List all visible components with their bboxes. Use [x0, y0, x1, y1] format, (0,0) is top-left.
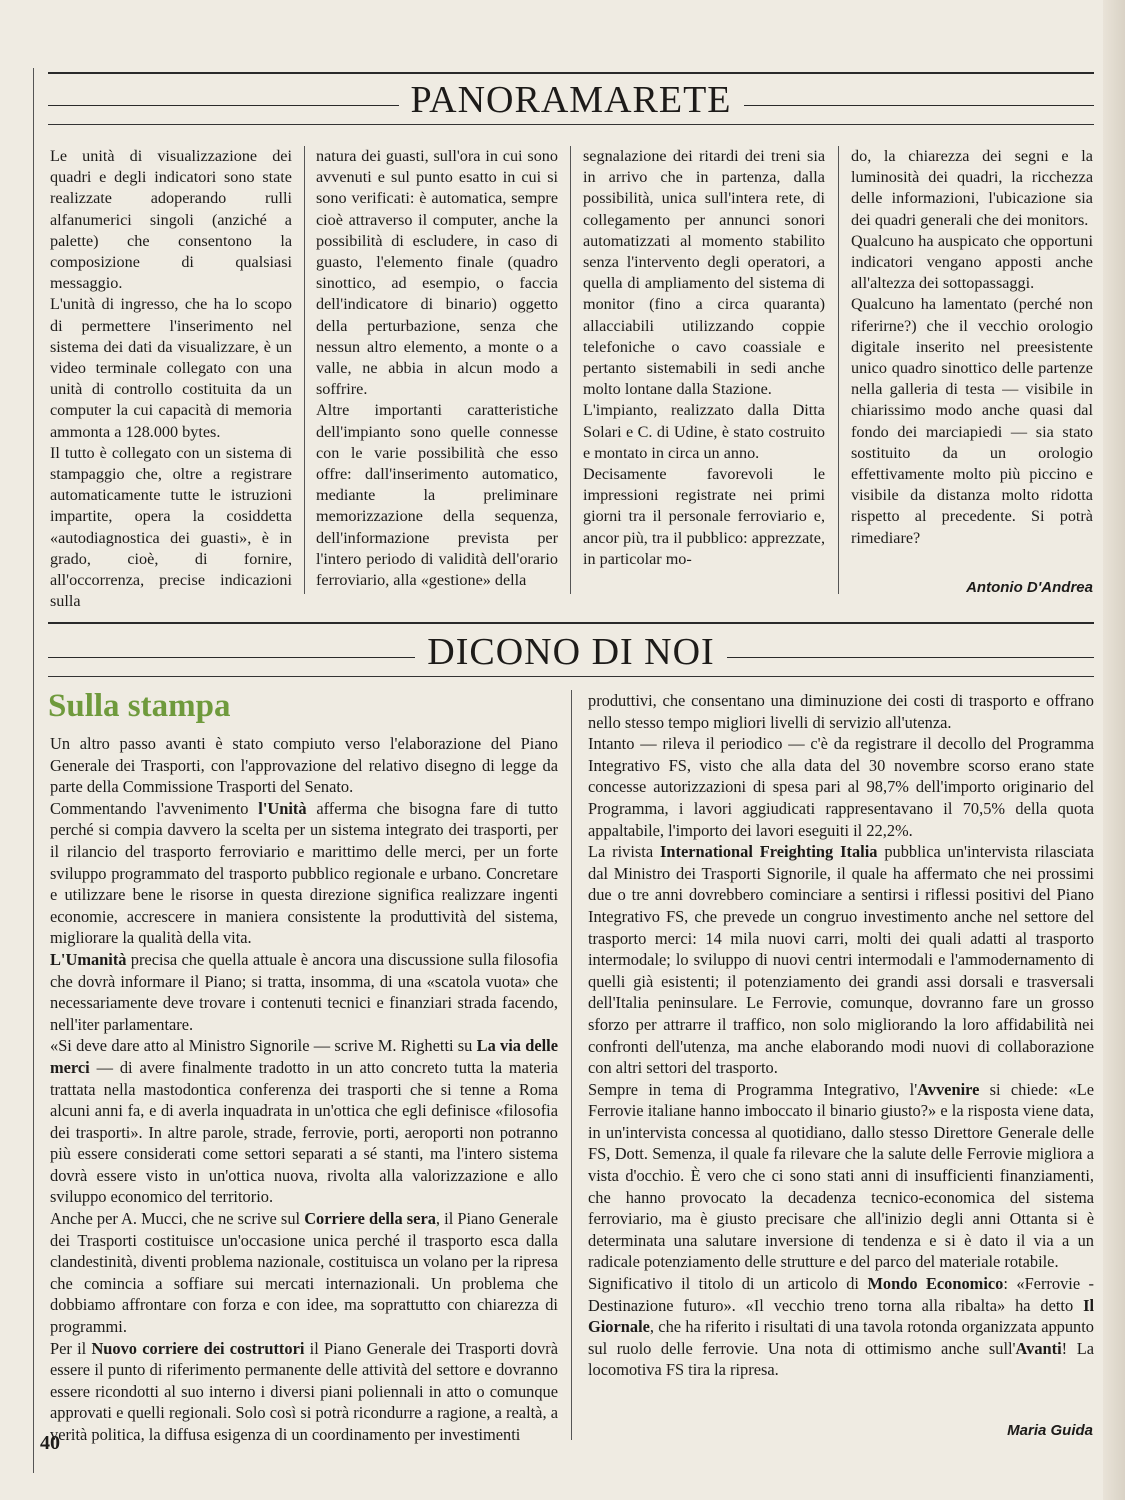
paragraph: Qualcuno ha auspicato che opportuni indicatori vengano apposti anche all'altezza dei sottopassaggi.: [851, 231, 1093, 293]
paragraph: Altre importanti caratteristiche dell'impianto sono quelle connesse con le varie possibilità che esso offre: dall'inserimento automatico, mediante la preliminare memorizzazione della sequenza, dell'informazione prevista per l'intero periodo di validità dell'orario ferroviario, alla «gestione» della: [316, 401, 558, 590]
section-title: DICONO DI NOI: [427, 631, 715, 673]
paragraph: Qualcuno ha lamentato (perché non riferirne?) che il vecchio orologio digitale inserito nel preesistente unico quadro sinottico delle partenze nella galleria di testa — visibile in chiarissimo modo anche quasi dal fondo dei marciapiedi — sia stato sostituito da un orologio effettivamente molto più piccino e visibile da distanza molto ridotta rispetto al precedente. Si potrà rimediare?: [851, 295, 1093, 547]
paragraph: L'Umanità precisa che quella attuale è ancora una discussione sulla filosofia che dovrà informare il Piano; si tratta, insomma, di una «scatola vuota» che necessariamente deve trovare i contenuti tecnici e finanziari strada facendo, nell'iter parlamentare.: [50, 949, 558, 1034]
publication-name: International Freighting Italia: [660, 842, 878, 862]
paragraph: La rivista International Freighting Italia pubblica un'intervista rilasciata dal Ministro dei Trasporti Signorile, il quale ha affermato che nei prossimi due o tre anni dovrebbero cominciare a sentirsi i riflessi positivi del Piano Integrativo FS, che prevede un congruo investimento anche nel settore del trasporto merci: 14 mila nuovi carri, molti dei quali adatti al trasporto intermodale; lo sviluppo di nuovi centri intermodali e l'ammodernamento di quelli già esistenti; il potenziamento dei grandi assi dorsali e trasversali dell'Italia peninsulare. Le Ferrovie, comunque, dovranno fare un grosso sforzo per attrarre il traffico, non solo migliorando la loro affidabilità nei confronti dell'utenza, ma anche elaborando modi nuovi di collaborazione con altri settori del trasporto.: [588, 842, 1095, 1078]
column-separator: [570, 146, 571, 594]
column-separator: [304, 146, 305, 594]
section-header-dicono-di-noi: [48, 632, 1094, 672]
article-column-3: [583, 146, 825, 570]
article-right-column: [588, 690, 1094, 1381]
author-signature: Antonio D'Andrea: [966, 579, 1093, 596]
publication-name: Mondo Economico: [867, 1274, 1004, 1294]
subheading: Sulla stampa: [48, 688, 231, 724]
column-separator: [838, 146, 839, 594]
top-rule: [48, 72, 1094, 74]
article-column-4: [851, 146, 1093, 549]
article-column-2: [316, 146, 558, 591]
header-underline: [48, 124, 1094, 125]
paragraph: Le unità di visualizzazione dei quadri e degli indicatori sono state realizzate adoperando rulli alfanumerici singoli (anziché a palette) che consentono la composizione di qualsiasi messaggio.: [50, 147, 292, 293]
column-separator: [571, 690, 572, 1440]
paragraph: Il tutto è collegato con un sistema di stampaggio che, oltre a registrare automaticamente tutte le istruzioni impartite, opera la cosiddetta «autodiagnostica dei guasti», è in grado, cioè, di fornire, all'occorrenza, precise indicazioni sulla: [50, 443, 292, 611]
paragraph: L'impianto, realizzato dalla Ditta Solari e C. di Udine, è stato costruito e montato in circa un anno.: [583, 401, 825, 462]
publication-name: Il Giornale: [588, 1295, 1094, 1337]
publication-name: L'Umanità: [50, 949, 127, 969]
author-signature: Maria Guida: [1007, 1422, 1093, 1439]
section-header-panoramarete: [48, 80, 1094, 120]
publication-name: Nuovo corriere dei costruttori: [91, 1338, 305, 1358]
paragraph: do, la chiarezza dei segni e la luminosità dei quadri, la ricchezza delle informazioni, l'ubicazione sia dei quadri generali che dei monitors.: [851, 147, 1093, 229]
paragraph: Intanto — rileva il periodico — c'è da registrare il decollo del Programma Integrativo FS, visto che alla data del 30 novembre scorso erano state concesse autorizzazioni di spesa pari al 98,7% dell'importo originario del Programma, i lavori aggiudicati rappresentavano il 70,5% della quota appaltabile, l'importo dei lavori eseguiti il 22,2%.: [588, 734, 1094, 840]
publication-name: La via delle merci: [50, 1036, 558, 1077]
page-number: 40: [40, 1432, 60, 1454]
page-gutter-shadow: [1103, 0, 1125, 1500]
header-underline: [48, 676, 1094, 677]
paragraph: Sempre in tema di Programma Integrativo, l'Avvenire si chiede: «Le Ferrovie italiane hanno imboccato il binario giusto?» e la risposta viene data, in un'intervista concessa al quotidiano, dallo stesso Direttore Generale delle FS, Dott. Semenza, il quale fa rilevare che la salute delle Ferrovie migliora a vista d'occhio. È vero che ci sono stati anni di insufficienti finanziamenti, che hanno provocato la decadenza tecnico-economica del sistema ferroviario, ma è giusto precisare che all'inizio degli anni Ottanta si è determinata una salutare inversione di tendenza e si è dato il via a un radicale potenziamento delle strutture e del parco del materiale rotabile.: [588, 1079, 1095, 1272]
article-left-column: [50, 733, 558, 1446]
paragraph: Significativo il titolo di un articolo di Mondo Economico: «Ferrovie - Destinazione futuro». «Il vecchio treno torna alla ribalta» ha detto Il Giornale, che ha riferito i risultati di una tavola rotonda organizzata appunto sul ruolo delle ferrovie. Una nota di ottimismo anche sull'Avanti! La locomotiva FS tira la ripresa.: [588, 1274, 1094, 1380]
paragraph: Decisamente favorevoli le impressioni registrate nei primi giorni tra il personale ferroviario e, ancor più, tra il pubblico: apprezzate, in particolar mo-: [583, 465, 825, 568]
paragraph: Per il Nuovo corriere dei costruttori il Piano Generale dei Trasporti dovrà essere il punto di riferimento permanente delle attività del settore e dovranno essere ricondotti al suo interno i diversi piani poliennali in atto o comunque approvati e quelli regionali. Solo così si potrà ricondurre a ragione, a realtà, a verità politica, la diffusa esigenza di un coordinamento per investimenti: [50, 1338, 558, 1444]
paragraph: segnalazione dei ritardi dei treni sia in arrivo che in partenza, dalla possibilità, unica sull'intera rete, di collegamento per annunci sonori automatizzati al momento stabilito senza l'intervento degli operatori, a quella di ampliamento del sistema di monitor (fino a circa quaranta) allacciabili utilizzando coppie telefoniche o cavo coassiale e pertanto sistemabili in sedi anche molto lontane dalla Stazione.: [583, 147, 825, 399]
page-left-edge: [33, 68, 34, 1473]
paragraph: L'unità di ingresso, che ha lo scopo di permettere l'inserimento nel sistema dei dati da visualizzare, è un video terminale collegato con una unità di controllo costituita da un computer la cui capacità di memoria ammonta a 128.000 bytes.: [50, 295, 292, 441]
publication-name: Avanti: [1015, 1338, 1062, 1358]
article-column-1: [50, 146, 292, 612]
section-title: PANORAMARETE: [410, 79, 732, 121]
paragraph: Commentando l'avvenimento l'Unità afferma che bisogna fare di tutto perché si compia davvero la scelta per un sistema integrato dei trasporti, per il rilancio del trasporto ferroviario e marittimo delle merci, per un forte sviluppo programmato del trasporto pubblico regionale e urbano. Concretare e utilizzare bene le risorse in questa direzione significa realizzare ingenti economie, accrescere in maniera consistente la produttività del sistema, migliorare la qualità della vita.: [50, 798, 558, 948]
publication-name: l'Unità: [258, 798, 307, 818]
paragraph: Anche per A. Mucci, che ne scrive sul Corriere della sera, il Piano Generale dei Trasporti costituisce un'occasione unica perché il trasporto esca dalla clandestinità, diventi problema nazionale, costituisca un volano per la ripresa che comincia a soffiare sui mercati internazionali. Un problema che dobbiamo affrontare con forza e con idee, ma soprattutto con chiarezza di programmi.: [50, 1209, 558, 1337]
middle-rule: [48, 622, 1094, 624]
paragraph: natura dei guasti, sull'ora in cui sono avvenuti e sul punto esatto in cui si sono verificati: è automatica, sempre cioè attraverso il computer, anche la possibilità di escludere, in caso di guasto, l'elemento finale (quadro sinottico, ad esempio, o faccia dell'indicatore di binario) oggetto della perturbazione, senza che nessun altro elemento, a monte o a valle, ne abbia in alcun modo a soffrire.: [316, 147, 558, 399]
paragraph: Un altro passo avanti è stato compiuto verso l'elaborazione del Piano Generale dei Trasporti, con l'approvazione del relativo disegno di legge da parte della Commissione Trasporti del Senato.: [50, 734, 558, 797]
paragraph: «Si deve dare atto al Ministro Signorile — scrive M. Righetti su La via delle merci — di avere finalmente tradotto in un atto concreto tutta la materia trattata nella mastodontica conferenza dei trasporti che si tenne a Roma alcuni anni fa, e di averla inquadrata in un'ottica che egli definisce «filosofia dei trasporti». In altre parole, strade, ferrovie, porti, aeroporti non potranno più essere considerati come settori separati a sé stanti, ma l'intero sistema dovrà essere visto in un'ottica nuova, rivolta alla valorizzazione e allo sviluppo economico del territorio.: [50, 1036, 558, 1207]
paragraph: produttivi, che consentano una diminuzione dei costi di trasporto e offrano nello stesso tempo migliori livelli di servizio all'utenza.: [588, 691, 1094, 732]
publication-name: Corriere della sera: [304, 1209, 436, 1229]
publication-name: Avvenire: [917, 1079, 980, 1099]
